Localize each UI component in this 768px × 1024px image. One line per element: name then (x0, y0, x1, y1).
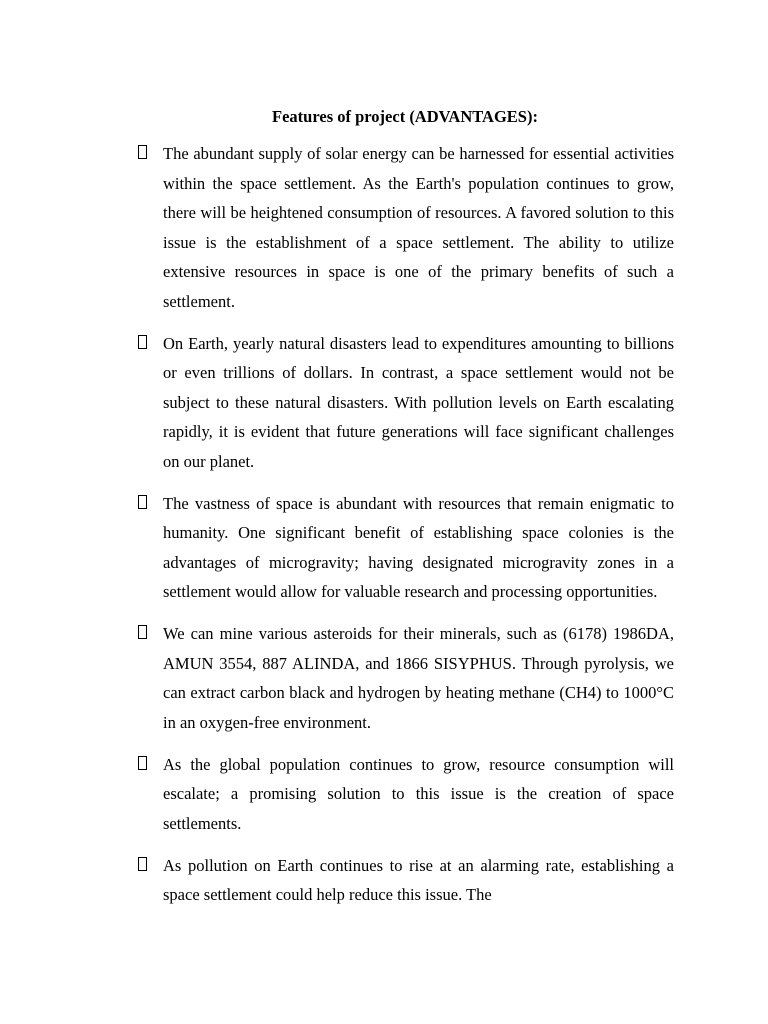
bullet-box-icon (138, 756, 147, 770)
list-item-text: On Earth, yearly natural disasters lead to expenditures amounting to billions or even trillions of dollars. In contrast, a space settlement would not be subject to these natural disasters. With pollution levels on Earth escalating rapidly, it is evident that future generations will face significant challenges on our planet. (163, 333, 674, 471)
list-item-text: The vastness of space is abundant with resources that remain enigmatic to humanity. One significant benefit of establishing space colonies is the advantages of microgravity; having designated microgravity zones in a settlement would allow for valuable research and processing opportunities. (163, 493, 674, 601)
bullet-box-icon (138, 335, 147, 349)
list-item (138, 329, 674, 477)
bullet-box-icon (138, 145, 147, 159)
bullet-box-icon (138, 857, 147, 871)
bullet-box-icon (138, 495, 147, 509)
advantages-list (138, 139, 674, 922)
page-heading: Features of project (ADVANTAGES): (272, 107, 538, 126)
list-item (138, 750, 674, 839)
bullet-box-icon (138, 625, 147, 639)
list-item-text: As the global population continues to grow, resource consumption will escalate; a promising solution to this issue is the creation of space settlements. (163, 754, 674, 833)
list-item (138, 139, 674, 316)
list-item-text: The abundant supply of solar energy can be harnessed for essential activities within the space settlement. As the Earth's population continues to grow, there will be heightened consumption of resources. A favored solution to this issue is the establishment of a space settlement. The ability to utilize extensive resources in space is one of the primary benefits of such a settlement. (163, 144, 674, 311)
list-item (138, 619, 674, 737)
list-item (138, 851, 674, 910)
list-item-text: As pollution on Earth continues to rise at an alarming rate, establishing a space settlement could help reduce this issue. The (163, 855, 674, 904)
list-item (138, 489, 674, 607)
list-item-text: We can mine various asteroids for their minerals, such as (6178) 1986DA, AMUN 3554, 887 ALINDA, and 1866 SISYPHUS. Through pyrolysis, we can extract carbon black and hydrogen by heating methane (CH4) to 1000°C in an oxygen-free environment. (163, 624, 674, 732)
